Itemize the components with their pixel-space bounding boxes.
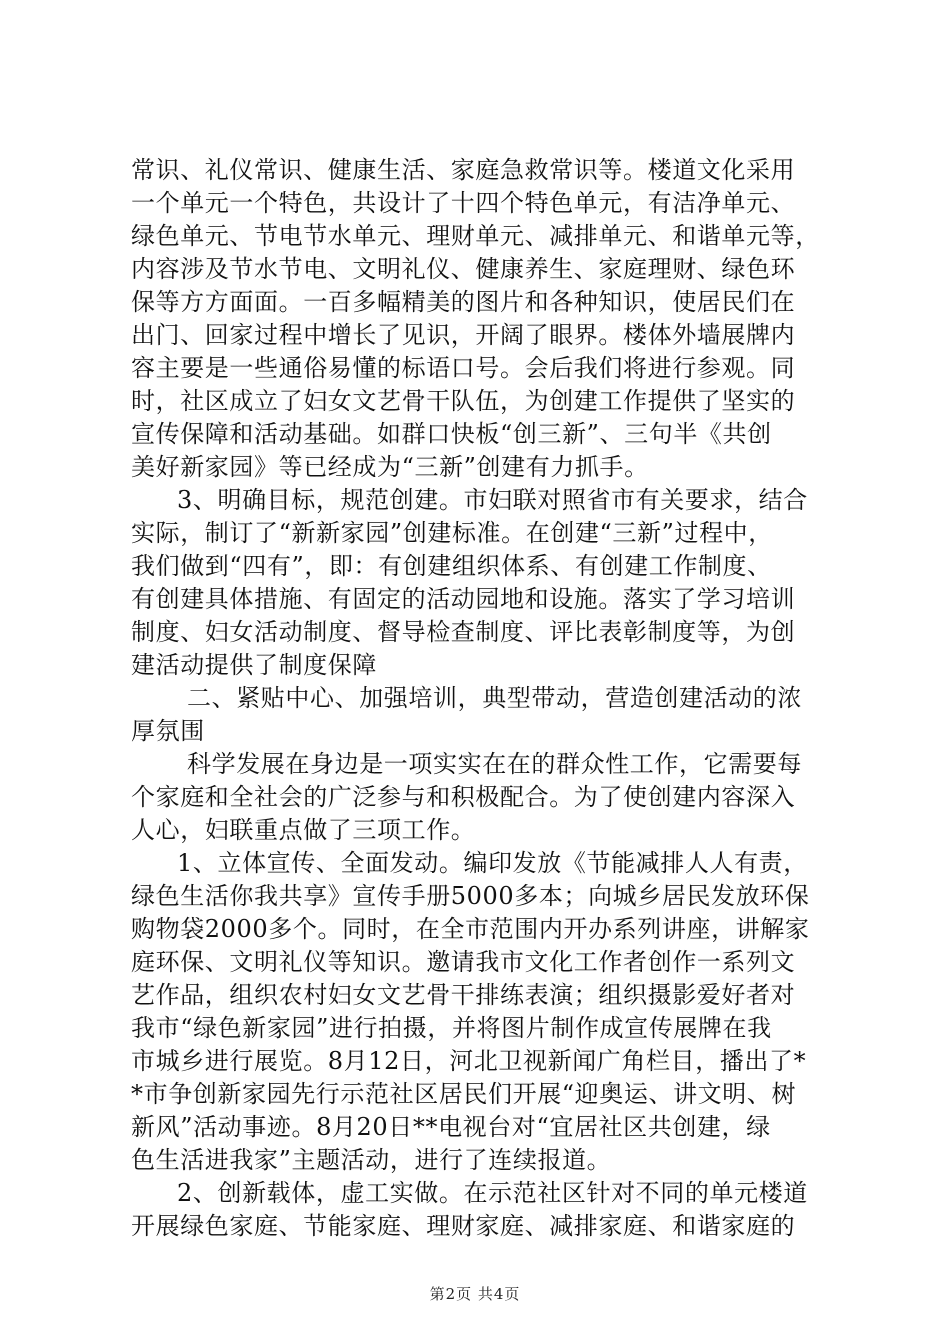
section-heading-line: 厚氛围 — [131, 717, 205, 745]
text-line: 个家庭和全社会的广泛参与和积极配合。为了使创建内容深入 — [131, 783, 796, 811]
text-line: 绿色生活你我共享》宣传手册5000多本；向城乡居民发放环保 — [131, 882, 810, 910]
text-line: 宣传保障和活动基础。如群口快板“创三新”、三句半《共创 — [131, 420, 772, 448]
text-line: 制度、妇女活动制度、督导检查制度、评比表彰制度等，为创 — [131, 618, 796, 646]
text-line: 新风”活动事迹。8月20日**电视台对“宜居社区共创建，绿 — [131, 1113, 771, 1141]
text-line: 庭环保、文明礼仪等知识。邀请我市文化工作者创作一系列文 — [131, 948, 796, 976]
page-number-label: 第2页 共4页 — [429, 1285, 521, 1303]
text-line: 实际，制订了“新新家园”创建标准。在创建“三新”过程中， — [131, 519, 773, 547]
text-line: *市争创新家园先行示范社区居民们开展“迎奥运、讲文明、树 — [131, 1080, 797, 1108]
text-line: 开展绿色家庭、节能家庭、理财家庭、减排家庭、和谐家庭的 — [131, 1212, 796, 1240]
page-footer — [0, 1283, 950, 1304]
text-line: 时，社区成立了妇女文艺骨干队伍，为创建工作提供了坚实的 — [131, 387, 796, 415]
text-line: 有创建具体措施、有固定的活动园地和设施。落实了学习培训 — [131, 585, 796, 613]
text-line: 常识、礼仪常识、健康生活、家庭急救常识等。楼道文化采用 — [131, 156, 796, 184]
paragraph-start-line: 3、明确目标，规范创建。市妇联对照省市有关要求，结合 — [177, 486, 808, 514]
text-line: 人心，妇联重点做了三项工作。 — [131, 816, 476, 844]
text-line: 容主要是一些通俗易懂的标语口号。会后我们将进行参观。同 — [131, 354, 796, 382]
text-line: 我市“绿色新家园”进行拍摄，并将图片制作成宣传展牌在我 — [131, 1014, 772, 1042]
paragraph-start-line: 科学发展在身边是一项实实在在的群众性工作，它需要每 — [187, 750, 802, 778]
text-line: 内容涉及节水节电、文明礼仪、健康养生、家庭理财、绿色环 — [131, 255, 796, 283]
text-line: 艺作品，组织农村妇女文艺骨干排练表演；组织摄影爱好者对 — [131, 981, 796, 1009]
text-line: 建活动提供了制度保障 — [131, 651, 377, 679]
text-line: 市城乡进行展览。8月12日，河北卫视新闻广角栏目，播出了* — [131, 1047, 807, 1075]
text-line: 绿色单元、节电节水单元、理财单元、减排单元、和谐单元等， — [131, 222, 820, 250]
section-heading-line: 二、紧贴中心、加强培训，典型带动，营造创建活动的浓 — [187, 684, 802, 712]
document-body — [131, 154, 821, 1243]
text-line: 我们做到“四有”，即：有创建组织体系、有创建工作制度、 — [131, 552, 772, 580]
text-line: 购物袋2000多个。同时，在全市范围内开办系列讲座，讲解家 — [131, 915, 810, 943]
paragraph-start-line: 1、立体宣传、全面发动。编印发放《节能减排人人有责， — [177, 849, 808, 877]
text-line: 美好新家园》等已经成为“三新”创建有力抓手。 — [131, 453, 649, 481]
text-line: 保等方方面面。一百多幅精美的图片和各种知识，使居民们在 — [131, 288, 796, 316]
text-line: 出门、回家过程中增长了见识，开阔了眼界。楼体外墙展牌内 — [131, 321, 796, 349]
text-line: 一个单元一个特色，共设计了十四个特色单元，有洁净单元、 — [131, 189, 796, 217]
paragraph-start-line: 2、创新载体，虚工实做。在示范社区针对不同的单元楼道 — [177, 1179, 808, 1207]
text-line: 色生活进我家”主题活动，进行了连续报道。 — [131, 1146, 612, 1174]
